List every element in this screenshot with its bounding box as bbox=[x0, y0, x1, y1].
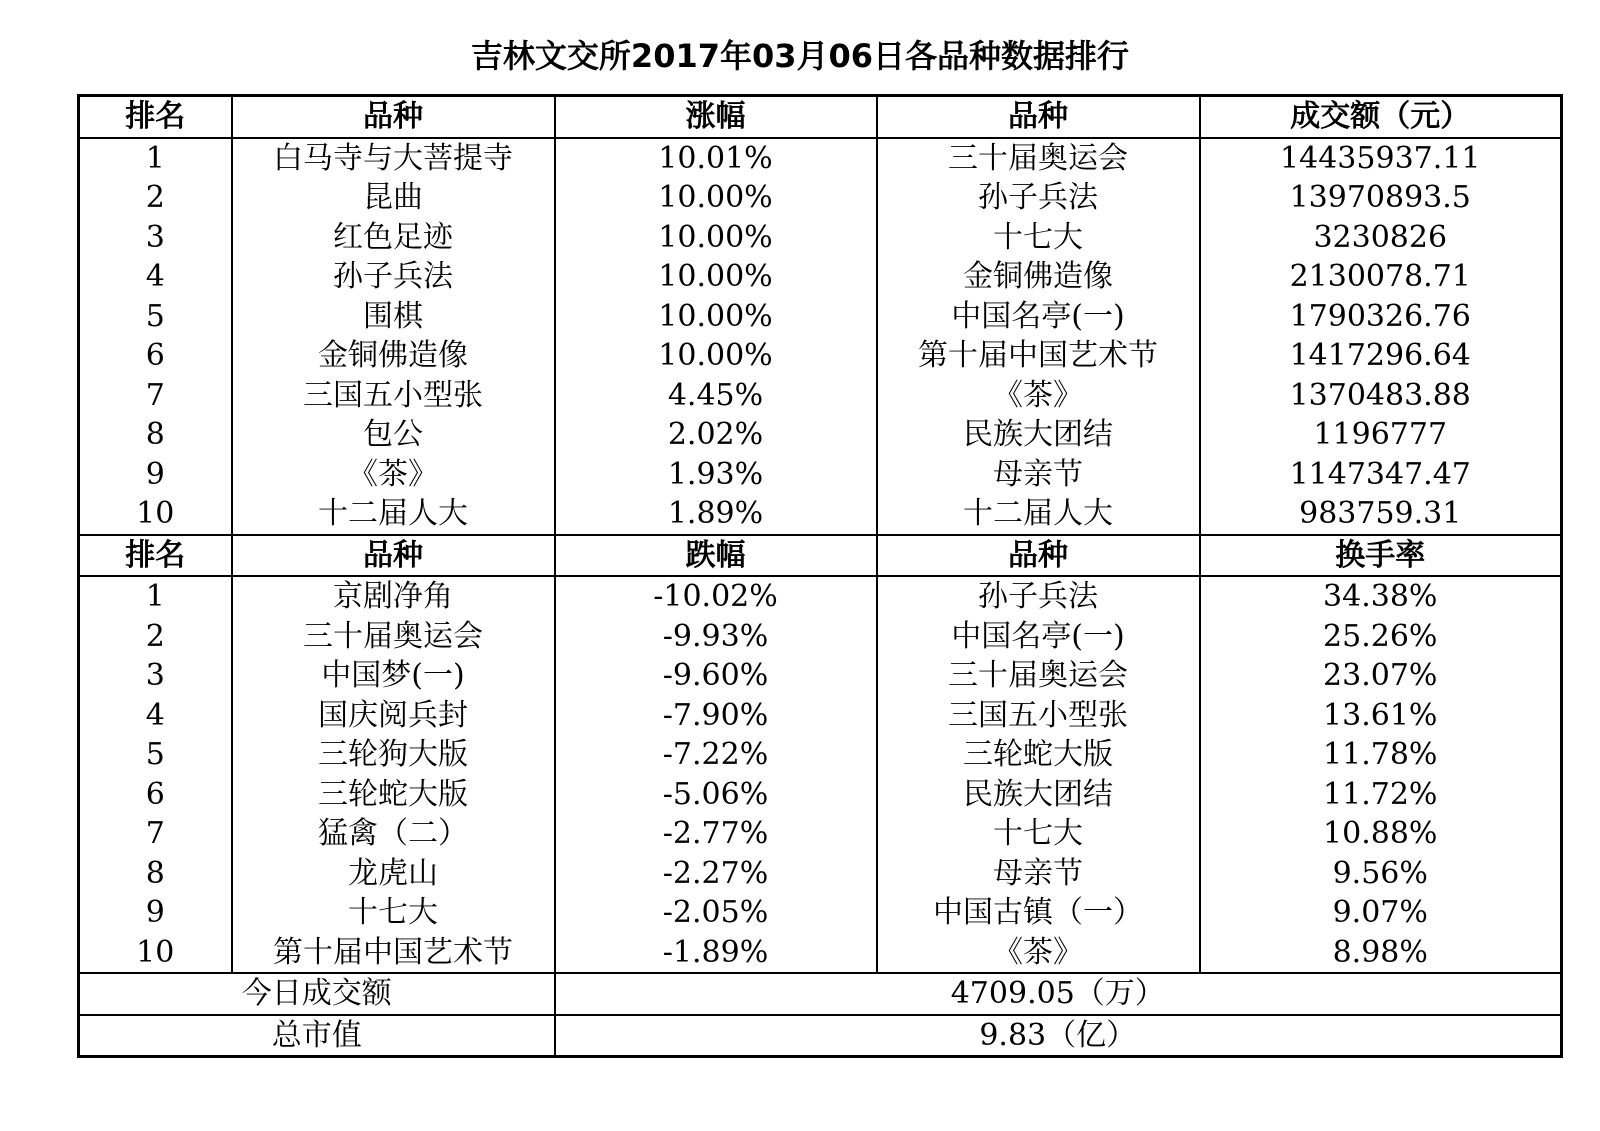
gainers-row bbox=[79, 336, 1562, 376]
gainers-cell-rank: 8 bbox=[145, 417, 165, 453]
gainers-cell-variety-2: 第十届中国艺术节 bbox=[877, 336, 1200, 376]
gainers-cell-change: 1.89% bbox=[555, 494, 877, 535]
losers-header-change: 跌幅 bbox=[555, 535, 877, 577]
gainers-row bbox=[79, 494, 1562, 535]
losers-cell-rank: 5 bbox=[145, 737, 165, 773]
gainers-cell-metric: 1370483.88 bbox=[1200, 376, 1562, 416]
gainers-cell-variety-2: 金铜佛造像 bbox=[877, 257, 1200, 297]
losers-cell-metric: 34.38% bbox=[1200, 576, 1562, 617]
gainers-cell-variety-2: 中国名亭(一) bbox=[877, 297, 1200, 337]
losers-row bbox=[79, 854, 1562, 894]
gainers-cell-rank: 5 bbox=[145, 298, 165, 334]
losers-cell-rank: 6 bbox=[145, 776, 165, 812]
gainers-cell-variety: 孙子兵法 bbox=[232, 257, 555, 297]
gainers-cell-variety: 围棋 bbox=[232, 297, 555, 337]
gainers-cell-variety: 白马寺与大菩提寺 bbox=[232, 138, 555, 179]
gainers-cell-variety-2: 十二届人大 bbox=[877, 494, 1200, 535]
losers-cell-variety-2: 三十届奥运会 bbox=[877, 656, 1200, 696]
gainers-cell-variety-2: 《茶》 bbox=[877, 376, 1200, 416]
ranking-table bbox=[77, 94, 1563, 1058]
gainers-cell-change: 10.00% bbox=[555, 336, 877, 376]
losers-cell-metric: 11.72% bbox=[1200, 775, 1562, 815]
gainers-cell-rank: 6 bbox=[145, 338, 165, 374]
losers-cell-variety: 第十届中国艺术节 bbox=[232, 933, 555, 974]
losers-cell-change: -7.22% bbox=[555, 735, 877, 775]
gainers-header-row bbox=[79, 96, 1562, 138]
losers-cell-variety-2: 三国五小型张 bbox=[877, 696, 1200, 736]
losers-cell-change: -2.27% bbox=[555, 854, 877, 894]
losers-cell-variety: 十七大 bbox=[232, 893, 555, 933]
losers-cell-rank: 1 bbox=[145, 579, 165, 615]
losers-cell-rank: 8 bbox=[145, 855, 165, 891]
gainers-cell-change: 4.45% bbox=[555, 376, 877, 416]
gainers-cell-variety: 包公 bbox=[232, 415, 555, 455]
gainers-cell-change: 10.00% bbox=[555, 218, 877, 258]
total-market-cap-value: 9.83（亿） bbox=[555, 1015, 1562, 1057]
losers-cell-variety-2: 十七大 bbox=[877, 814, 1200, 854]
losers-cell-change: -9.93% bbox=[555, 617, 877, 657]
losers-cell-variety: 京剧净角 bbox=[232, 576, 555, 617]
losers-cell-rank: 9 bbox=[145, 895, 165, 931]
gainers-cell-variety: 昆曲 bbox=[232, 178, 555, 218]
losers-cell-change: -1.89% bbox=[555, 933, 877, 974]
gainers-row bbox=[79, 415, 1562, 455]
page-title: 吉林文交所2017年03月06日各品种数据排行 bbox=[470, 37, 1130, 75]
losers-cell-change: -9.60% bbox=[555, 656, 877, 696]
gainers-row bbox=[79, 257, 1562, 297]
gainers-cell-metric: 2130078.71 bbox=[1200, 257, 1562, 297]
gainers-cell-metric: 1790326.76 bbox=[1200, 297, 1562, 337]
today-turnover-value: 4709.05（万） bbox=[555, 973, 1562, 1015]
losers-cell-variety: 猛禽（二） bbox=[232, 814, 555, 854]
losers-row bbox=[79, 735, 1562, 775]
losers-cell-rank: 10 bbox=[136, 934, 175, 970]
losers-cell-variety-2: 中国名亭(一) bbox=[877, 617, 1200, 657]
losers-cell-variety-2: 孙子兵法 bbox=[877, 576, 1200, 617]
losers-cell-rank: 7 bbox=[145, 816, 165, 852]
losers-row bbox=[79, 617, 1562, 657]
losers-cell-change: -5.06% bbox=[555, 775, 877, 815]
gainers-cell-rank: 10 bbox=[136, 496, 175, 532]
losers-cell-change: -10.02% bbox=[555, 576, 877, 617]
ranking-table-body bbox=[79, 96, 1562, 1057]
gainers-header-variety: 品种 bbox=[232, 96, 555, 138]
gainers-cell-variety-2: 母亲节 bbox=[877, 455, 1200, 495]
losers-cell-variety: 三轮狗大版 bbox=[232, 735, 555, 775]
gainers-row bbox=[79, 455, 1562, 495]
gainers-row bbox=[79, 138, 1562, 179]
losers-cell-change: -7.90% bbox=[555, 696, 877, 736]
losers-header-row bbox=[79, 535, 1562, 577]
losers-row bbox=[79, 933, 1562, 974]
gainers-cell-variety: 红色足迹 bbox=[232, 218, 555, 258]
gainers-cell-variety: 三国五小型张 bbox=[232, 376, 555, 416]
gainers-cell-metric: 1417296.64 bbox=[1200, 336, 1562, 376]
gainers-cell-change: 10.00% bbox=[555, 257, 877, 297]
gainers-cell-change: 10.01% bbox=[555, 138, 877, 179]
losers-cell-variety-2: 三轮蛇大版 bbox=[877, 735, 1200, 775]
losers-cell-rank: 2 bbox=[145, 618, 165, 654]
losers-header-variety: 品种 bbox=[232, 535, 555, 577]
gainers-cell-metric: 3230826 bbox=[1200, 218, 1562, 258]
losers-cell-metric: 8.98% bbox=[1200, 933, 1562, 974]
total-market-cap-label: 总市值 bbox=[79, 1015, 555, 1057]
gainers-cell-metric: 1147347.47 bbox=[1200, 455, 1562, 495]
losers-cell-rank: 4 bbox=[145, 697, 165, 733]
losers-row bbox=[79, 893, 1562, 933]
gainers-cell-metric: 14435937.11 bbox=[1200, 138, 1562, 179]
gainers-cell-change: 10.00% bbox=[555, 297, 877, 337]
gainers-cell-rank: 2 bbox=[145, 180, 165, 216]
gainers-header-change: 涨幅 bbox=[555, 96, 877, 138]
gainers-cell-metric: 13970893.5 bbox=[1200, 178, 1562, 218]
gainers-cell-rank: 3 bbox=[145, 219, 165, 255]
losers-header-rank: 排名 bbox=[79, 535, 232, 577]
losers-cell-variety: 国庆阅兵封 bbox=[232, 696, 555, 736]
gainers-cell-rank: 4 bbox=[145, 259, 165, 295]
losers-cell-variety: 中国梦(一) bbox=[232, 656, 555, 696]
gainers-cell-variety: 十二届人大 bbox=[232, 494, 555, 535]
gainers-cell-variety-2: 孙子兵法 bbox=[877, 178, 1200, 218]
gainers-cell-metric: 983759.31 bbox=[1200, 494, 1562, 535]
losers-header-metric: 换手率 bbox=[1200, 535, 1562, 577]
today-turnover-row bbox=[79, 973, 1562, 1015]
losers-row bbox=[79, 814, 1562, 854]
losers-row bbox=[79, 656, 1562, 696]
losers-cell-metric: 13.61% bbox=[1200, 696, 1562, 736]
losers-cell-metric: 10.88% bbox=[1200, 814, 1562, 854]
gainers-row bbox=[79, 376, 1562, 416]
gainers-cell-metric: 1196777 bbox=[1200, 415, 1562, 455]
losers-row bbox=[79, 775, 1562, 815]
losers-cell-metric: 9.07% bbox=[1200, 893, 1562, 933]
gainers-cell-variety: 《茶》 bbox=[232, 455, 555, 495]
gainers-row bbox=[79, 178, 1562, 218]
today-turnover-label: 今日成交额 bbox=[79, 973, 555, 1015]
losers-cell-metric: 11.78% bbox=[1200, 735, 1562, 775]
losers-cell-variety-2: 中国古镇（一） bbox=[877, 893, 1200, 933]
gainers-cell-variety-2: 民族大团结 bbox=[877, 415, 1200, 455]
losers-cell-metric: 23.07% bbox=[1200, 656, 1562, 696]
losers-row bbox=[79, 576, 1562, 617]
losers-header-variety-2: 品种 bbox=[877, 535, 1200, 577]
gainers-cell-variety-2: 十七大 bbox=[877, 218, 1200, 258]
gainers-header-variety-2: 品种 bbox=[877, 96, 1200, 138]
gainers-row bbox=[79, 218, 1562, 258]
gainers-row bbox=[79, 297, 1562, 337]
losers-cell-change: -2.77% bbox=[555, 814, 877, 854]
gainers-cell-rank: 9 bbox=[145, 456, 165, 492]
total-market-cap-row bbox=[79, 1015, 1562, 1057]
gainers-cell-variety-2: 三十届奥运会 bbox=[877, 138, 1200, 179]
losers-cell-variety: 龙虎山 bbox=[232, 854, 555, 894]
gainers-header-rank: 排名 bbox=[79, 96, 232, 138]
losers-cell-variety-2: 母亲节 bbox=[877, 854, 1200, 894]
losers-cell-variety: 三十届奥运会 bbox=[232, 617, 555, 657]
losers-cell-rank: 3 bbox=[145, 658, 165, 694]
gainers-cell-change: 2.02% bbox=[555, 415, 877, 455]
losers-cell-variety: 三轮蛇大版 bbox=[232, 775, 555, 815]
gainers-cell-rank: 7 bbox=[145, 377, 165, 413]
losers-cell-variety-2: 民族大团结 bbox=[877, 775, 1200, 815]
losers-cell-metric: 25.26% bbox=[1200, 617, 1562, 657]
gainers-cell-variety: 金铜佛造像 bbox=[232, 336, 555, 376]
losers-cell-metric: 9.56% bbox=[1200, 854, 1562, 894]
losers-row bbox=[79, 696, 1562, 736]
gainers-header-metric: 成交额（元） bbox=[1200, 96, 1562, 138]
gainers-cell-change: 1.93% bbox=[555, 455, 877, 495]
losers-cell-variety-2: 《茶》 bbox=[877, 933, 1200, 974]
gainers-cell-change: 10.00% bbox=[555, 178, 877, 218]
losers-cell-change: -2.05% bbox=[555, 893, 877, 933]
gainers-cell-rank: 1 bbox=[145, 140, 165, 176]
